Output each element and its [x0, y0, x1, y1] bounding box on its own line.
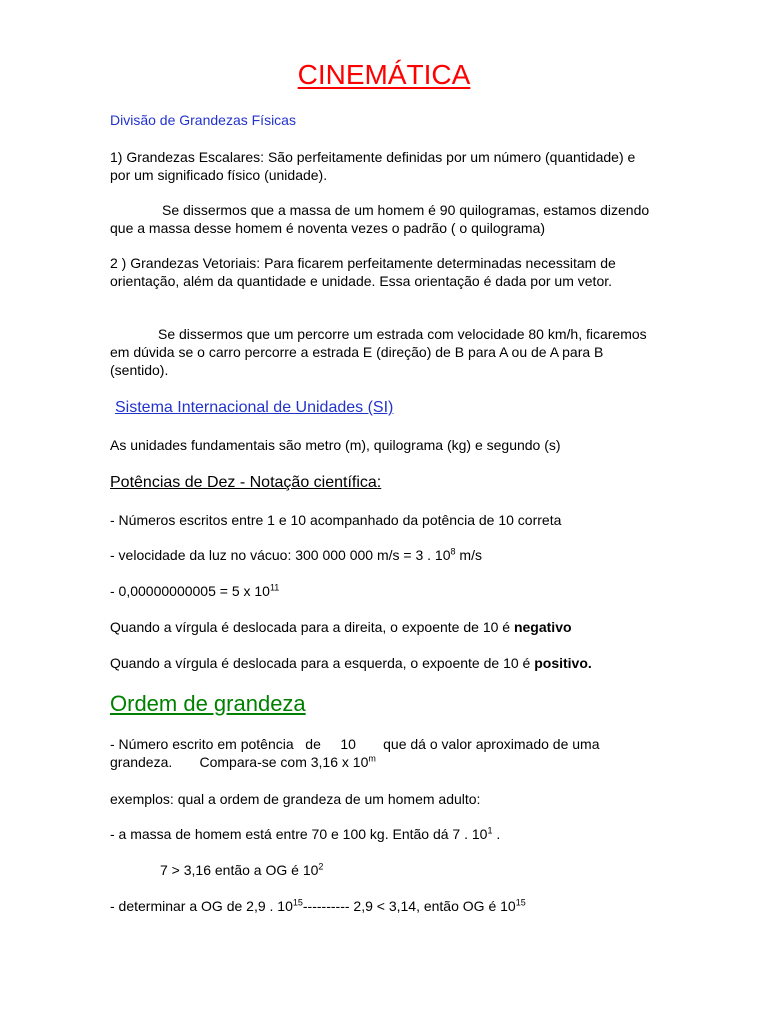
og-determine-exponent-1: 15: [292, 897, 303, 908]
section-subtitle: Divisão de Grandezas Físicas: [110, 112, 296, 128]
si-text: As unidades fundamentais são metro (m), quilograma (kg) e segundo (s): [110, 437, 561, 453]
powers-item-2-text: - velocidade da luz no vácuo: 300 000 000 m/s = 3 . 10: [110, 547, 451, 563]
powers-item-1: - Números escritos entre 1 e 10 acompanhado da potência de 10 correta: [110, 512, 562, 528]
og-definition-exponent: m: [368, 753, 376, 764]
scalar-paragraph: 1) Grandezas Escalares: São perfeitamente definidas por um número (quantidade) e por um significado físico (unidade).: [110, 149, 636, 183]
vector-example-paragraph: Se dissermos que um percorre um estrada com velocidade 80 km/h, ficaremos em dúvida se o carro percorre a estrada E (direção) de B para A ou de A para B (sentido).: [110, 326, 647, 378]
rule-negative-bold: negativo: [513, 619, 572, 635]
og-comparison: [110, 861, 708, 879]
powers-heading: Potências de Dez - Notação científica:: [110, 474, 382, 491]
powers-item-2-unit: m/s: [455, 547, 482, 563]
rule-positive-bold: positivo.: [534, 655, 592, 671]
og-determine-text: - determinar a OG de 2,9 . 10: [110, 898, 293, 914]
og-heading: Ordem de grandeza: [110, 691, 306, 716]
og-mass-period: .: [492, 826, 501, 842]
rule-positive: [110, 654, 658, 672]
og-definition-text: grandeza. Compara-se com 3,16 x 10: [110, 754, 369, 770]
rule-positive-text: Quando a vírgula é deslocada para a esquerda, o expoente de 10 é: [110, 655, 535, 671]
og-mass-text: - a massa de homem está entre 70 e 100 kg. Então dá 7 . 10: [110, 826, 488, 842]
og-determine-exponent-2: 15: [515, 897, 526, 908]
powers-item-3: [110, 582, 658, 600]
vector-paragraph: 2 ) Grandezas Vetoriais: Para ficarem perfeitamente determinadas necessitam de orientação, além da quantidade e unidade. Essa orientação é dada por um vetor.: [110, 255, 616, 289]
si-heading: Sistema Internacional de Unidades (SI): [115, 399, 394, 416]
og-determine: [110, 897, 658, 915]
og-definition-line-2: [110, 753, 658, 771]
page-title: CINEMÁTICA: [297, 59, 471, 90]
rule-negative: [110, 618, 658, 636]
scalar-example-paragraph: Se dissermos que a massa de um homem é 90 quilogramas, estamos dizendo que a massa desse homem é noventa vezes o padrão ( o quilograma): [110, 202, 650, 236]
powers-item-3-exponent: 11: [269, 582, 280, 593]
og-definition-line-1: - Número escrito em potência de 10 que dá o valor aproximado de uma: [110, 736, 600, 752]
powers-item-2: [110, 546, 658, 564]
og-determine-middle: ---------- 2,9 < 3,14, então OG é 10: [302, 898, 516, 914]
og-comparison-text: 7 > 3,16 então a OG é 10: [160, 862, 319, 878]
og-examples: exemplos: qual a ordem de grandeza de um homem adulto:: [110, 791, 481, 807]
og-mass-example: [110, 825, 658, 843]
powers-item-2-exponent: 8: [450, 546, 456, 557]
og-comparison-exponent: 2: [318, 861, 324, 872]
og-mass-exponent: 1: [487, 825, 493, 836]
rule-negative-text: Quando a vírgula é deslocada para a direita, o expoente de 10 é: [110, 619, 514, 635]
powers-item-3-text: - 0,00000000005 = 5 x 10: [110, 583, 270, 599]
